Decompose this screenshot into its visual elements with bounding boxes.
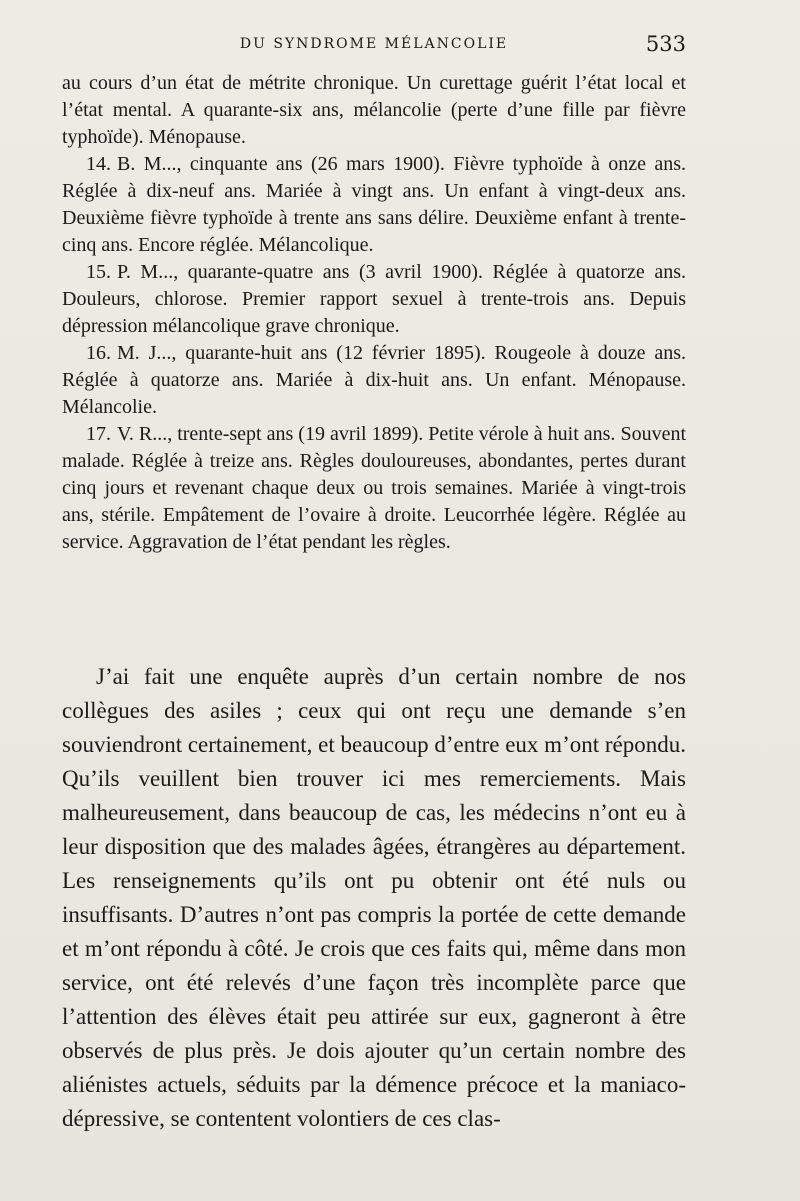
case-notes [62, 70, 686, 556]
page-number: 533 [645, 32, 686, 56]
case-number: 16. [86, 342, 111, 364]
case-text: M. J..., quarante-huit ans (12 février 1895). Rougeole à douze ans. Réglée à quatorze ans. Mariée à dix-huit ans. Un enfant. Ménopause. Mélancolie. [62, 342, 686, 418]
main-text [62, 660, 686, 1136]
body-paragraph: J’ai fait une enquête auprès d’un certain nombre de nos collègues des asiles ; ceux qui ont reçu une demande s’en souviendront certainement, et beaucoup d’entre eux m’ont répondu. Qu’ils veuillent bien trouver ici mes remerciements. Mais malheureusement, dans beaucoup de cas, les médecins n’ont eu à leur disposition que des malades âgées, étrangères au département. Les renseignements qu’ils ont pu obtenir ont été nuls ou insuffisants. D’autres n’ont pas compris la portée de cette demande et m’ont répondu à côté. Je crois que ces faits qui, même dans mon service, ont été relevés d’une façon très incomplète parce que l’attention des élèves était peu attirée sur eux, gagneront à être observés de plus près. Je dois ajouter qu’un certain nombre des aliénistes actuels, séduits par la démence précoce et la maniaco-dépressive, se contentent volontiers de ces clas- [62, 664, 686, 1131]
case-continuation: au cours d’un état de métrite chronique. Un curettage guérit l’état local et l’état mental. A quarante-six ans, mélancolie (perte d’une fille par fièvre typhoïde). Ménopause. [62, 72, 686, 148]
case-text: B. M..., cinquante ans (26 mars 1900). Fièvre typhoïde à onze ans. Réglée à dix-neuf ans. Mariée à vingt ans. Un enfant à vingt-deux ans. Deuxième fièvre typhoïde à trente ans sans délire. Deuxième enfant à trente-cinq ans. Encore réglée. Mélancolique. [62, 153, 686, 256]
case-entry-17 [62, 421, 686, 556]
case-text: P. M..., quarante-quatre ans (3 avril 1900). Réglée à quatorze ans. Douleurs, chlorose. Premier rapport sexuel à trente-trois ans. Depuis dépression mélancolique grave chronique. [62, 261, 686, 337]
running-head [62, 30, 686, 64]
case-number: 15. [86, 261, 111, 283]
running-title: DU SYNDROME MÉLANCOLIE [239, 36, 509, 52]
case-entry-16 [62, 340, 686, 421]
case-text: V. R..., trente-sept ans (19 avril 1899). Petite vérole à huit ans. Souvent malade. Réglée à treize ans. Règles douloureuses, abondantes, pertes durant cinq jours et revenant chaque deux ou trois semaines. Mariée à vingt-trois ans, stérile. Empâtement de l’ovaire à droite. Leucorrhée légère. Réglée au service. Aggravation de l’état pendant les règles. [62, 423, 686, 553]
case-entry-14 [62, 151, 686, 259]
case-number: 14. [86, 153, 111, 175]
case-number: 17. [86, 423, 111, 445]
case-entry-15 [62, 259, 686, 340]
